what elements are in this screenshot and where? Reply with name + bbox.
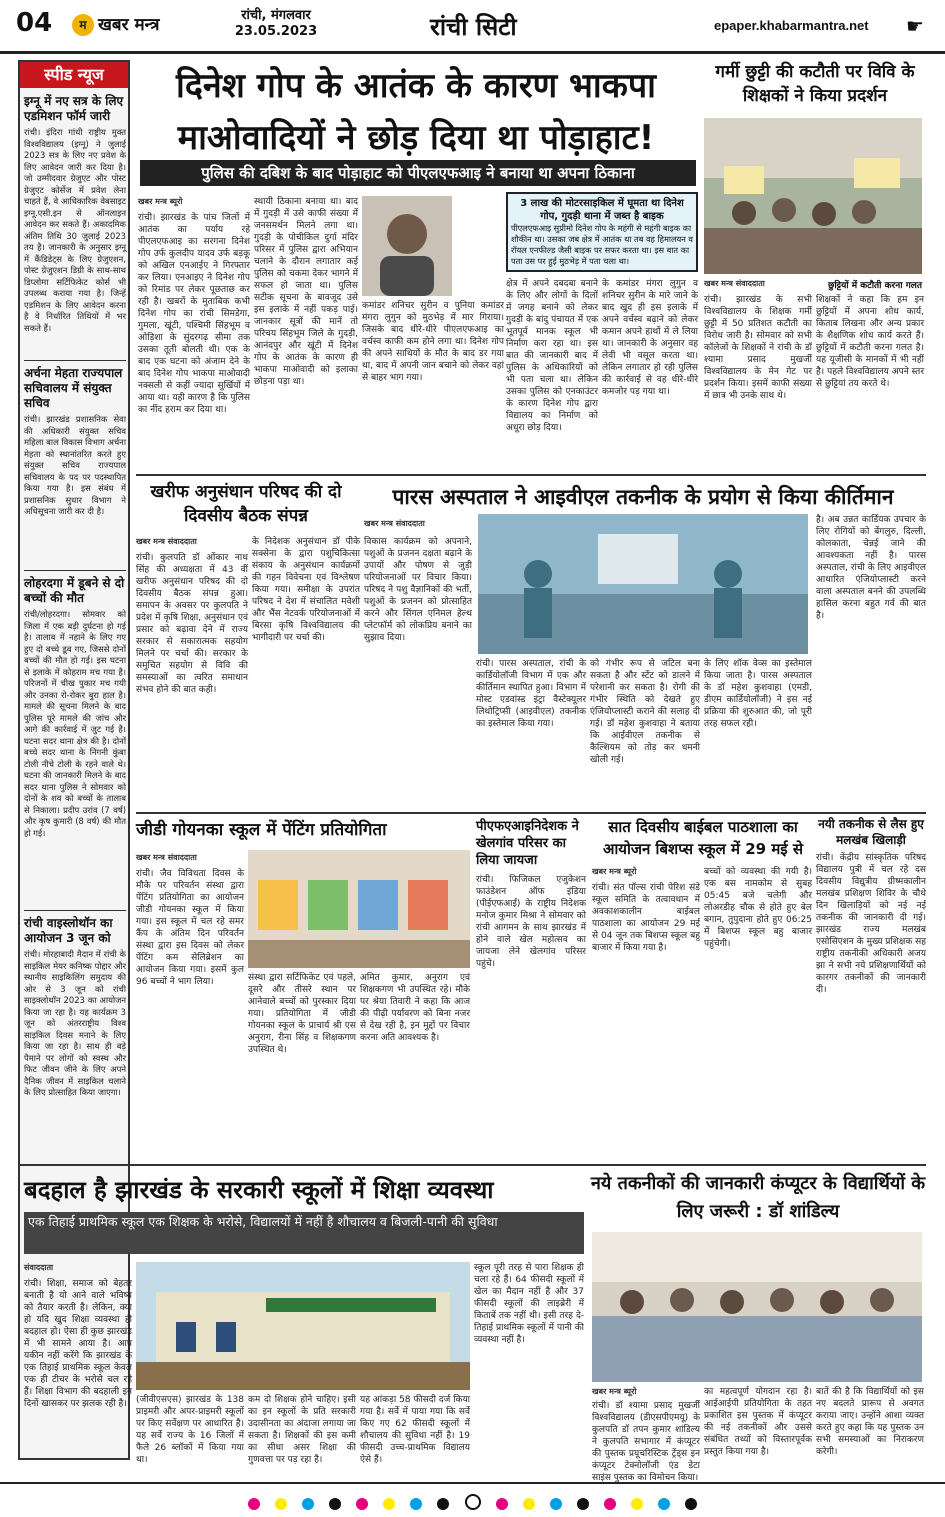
lead-col-2: स्थायी ठिकाना बनाया था। बाद में गुदड़ी में उसे काफी संख्या में जनसमर्थन मिलने लगा था। गुदड़ी के पोचीकिल दुर्गा मंदिर परिसर में पुलिस द्वारा अभियान चलाने के दौरान लगातार कई पुलिस को चकमा देकर भागने में सफल हो जाता था। पुलिस सटीक सूचना के बावजूद उसे इस इलाके में नहीं पकड़ पाई। जानकार सूत्रों की मानें तो परिचय सिंहभूम जिले के गुदड़ी, आनंदपुर और खूंटी में दिनेश गोप के आतंक के कारण ही भाकपा माओवादी को इलाका छोड़ना पड़ा था। — [254, 197, 358, 387]
sidebar-item-body: रांची। झारखंड प्रशासनिक सेवा की अधिकारी संयुक्त सचिव महिला बाल विकास विभाग अर्चना मेहता को स्थानांतरित करते हुए संयुक्त सचिव राज्यपाल सचिवालय के पद पर पदस्थापित किया गया है। इस संबंध में प्रशासनिक सुधार विभाग ने अधिसूचना जारी कर दी है। — [24, 414, 126, 516]
lead-headline-line1: दिनेश गोप के आतंक के कारण भाकपा — [176, 66, 656, 106]
badhal-col-3: कम दो शिक्षक होने चाहिए। इसी का इन स्कूलों के प्रति सरकारी उदासीनता का अंदाजा लगाया जा सकता है। शिक्षकों की इस कमी का सीधा असर शिक्षा की गुणवत्ता पर पड़ रहा है। — [248, 1395, 356, 1465]
sidebar-item — [24, 576, 126, 919]
byline: खबर मन्त्र संवाददाता — [704, 279, 765, 288]
paras-col-1: रांची। पारस अस्पताल, रांची के कार्डियोलॉजी विभाग में एक और कीर्तिमान स्थापित हुआ। विभाग में मोस्ट एडवांस्ड इंट्रा वैस्टेक्यूलर लिथोट्रिप्सी (आइवीएल) तकनीक का इस्तेमाल किया गया। — [476, 659, 586, 729]
magenta-dot-icon — [356, 1498, 368, 1510]
paras-col-2: को गंभीर रूप से जटिल बना सकता है और स्टेंट को डालने में परेशानी कर सकता है। रोगी की गंभीर स्थिति को देखते हुए एंजियोप्लास्टी कराने की सलाह दी गई। डॉ महेश कुशवाहा ने बताया कि आईवीएल तकनीक से कैल्शियम को तोड़ कर धमनी खोली गई। — [590, 659, 700, 765]
protest-headline: गर्मी छुट्टी की कटौती पर विवि के शिक्षकों ने किया प्रदर्शन — [715, 62, 915, 106]
pointer-hand-icon: ☛ — [906, 14, 924, 38]
lead-subhead: पुलिस की दबिश के बाद पोड़ाहाट को पीएलएफआइ ने बनाया था अपना ठिकाना — [140, 160, 696, 186]
goenka-col-2: संस्था द्वारा सर्टिफिकेट एवं पहले, दूसरे और तीसरे स्थान पर आनेवाले बच्चों को पुरस्कार दिया गया। प्रतियोगिता में जीडी गोयनका स्कूल के प्राचार्य श्री एस अनुराग, रीना सिंह व शिक्षकगण उपस्थित थे। — [248, 973, 356, 1055]
brand-logo-icon: म — [72, 14, 94, 36]
sidebar-item-title: लोहरदगा में डूबने से दो बच्चों की मौत — [24, 576, 125, 605]
cyan-dot-icon — [302, 1498, 314, 1510]
badhal-col-5: स्कूल पूरी तरह से पारा शिक्षक ही चला रहे हैं। 64 फीसदी स्कूलों में खेल का मैदान नहीं है और 37 फीसदी स्कूलों की लाइब्रेरी में किताबें तक नहीं थी। इसी तरह दे-तिहाई प्राथमिक स्कूलों में पानी की व्यवस्था नहीं है। — [474, 1263, 584, 1345]
divider — [24, 910, 126, 911]
sandilya-col-3: बातें की है कि विद्यार्थियों को इस नए बदलते प्रारूप से अवगत कराया जाए। उन्होंने आशा व्यक्त करते हुए कहा कि यह पुस्तक उन सभी समस्याओं का निराकरण करेगी। — [816, 1387, 924, 1457]
sidebar-item-body: रांची। मोरहाबादी मैदान में रांची के साइकिल मेयर कनिष्क पोद्दार और स्थानीय साइकिलिंग समुदाय की ओर से 3 जून को रांची साइक्लोथॉन 2023 का आयोजन किया जा रहा है। यह कार्यक्रम 3 जून को अंतरराष्ट्रीय विश्व साइकिल दिवस मनाने के लिए किया जा रहा है। साथ ही बड़े पैमाने पर लोगों को स्वस्थ और फिट जीवन जीने के लिए अपने दैनिक जीवन में साइकिल चलाने के लिए प्रोत्साहित किया जाएगा। — [24, 949, 126, 1097]
protest-col-1: रांची। झारखंड के सभी विश्वविद्यालय के शिक्षक गर्मी छुट्टी में 50 प्रतिशत कटौती का विरोध जारी है। सोमवार को सभी कॉलेजों के शिक्षकों ने रांची के डॉ श्यामा प्रसाद मुखर्जी विश्वविद्यालय के मेन गेट पर प्रदर्शन किया। इसमें काफी संख्या में छात्र भी उनके साथ थे। — [704, 295, 812, 401]
cyan-dot-icon — [658, 1498, 670, 1510]
black-dot-icon — [437, 1498, 449, 1510]
badhal-col-2: (जीवीएसएस) झारखंड के 138 प्राइमरी और अपर-प्राइमरी स्कूलों पर किए सर्वेक्षण पर आधारित है। यह सर्वे राज्य के 16 जिलों में फैले 26 ब्लॉकों में किया गया था। — [136, 1395, 244, 1465]
school-building-icon — [136, 1262, 470, 1390]
issue-date: 23.05.2023 — [234, 24, 318, 39]
lead-col-6: के कमांडर मंगरा लुगुन व शनिचर सुरीन के मारे जाने के बाद खुद ही इस इलाके में अपने वर्चस्व बढ़ाने को लेकर कमान अपने हाथों में ले लिया था। जानकारी के अनुसार वह लेवी भी वसूल करता था। लेकिन लगातार हो रही पुलिस की कार्रवाई से वह धीरे-धीरे कमजोर पड़ गया था। — [602, 279, 698, 397]
section-divider — [136, 474, 926, 476]
goenka-col-1: रांची। जैव विविधता दिवस के मौके पर परिवर्तन संस्था द्वारा पेंटिंग प्रतियोगिता का आयोजन जीडी गोयनका स्कूल में किया गया। इस स्कूल में चल रहे समर कैंप के अंतिम दिन परिवर्तन संस्था द्वारा इस दिवस को लेकर पेंटिंग कम सेलिब्रेशन का आयोजन किया गया। इसमें कुल 96 बच्चों ने भाग लिया। — [136, 869, 244, 987]
sidebar-item-body: रांची। इंदिरा गांधी राष्ट्रीय मुक्त विश्वविद्यालय (इग्नू) ने जुलाई 2023 सत्र के लिए नए प्रवेश के लिए आवेदन जारी कर दिया है। जो उम्मीदवार ग्रेजुएट और पोस्ट ग्रेजुएट कोर्सेज में प्रवेश लेना चाहते हैं, वे आधिकारिक वेबसाइट इग्नू.एसी.इन से ऑनलाइन आवेदन कर सकते हैं। अकादमिक अंतिम तिथि 30 जुलाई 2023 तय है। जानकारी के अनुसार इग्नू में कैंडिडेट्स के लिए ग्रेजुएशन, पोस्ट ग्रेजुएशन डिग्री के साथ-साथ डिप्लोमा सर्टिफिकेट कोर्स भी उपलब्ध कराया गया है। जिन्हें एडमिशन के लिए आवेदन करना है वे निर्धारित तिथियों में भर सकते हैं। — [24, 127, 126, 333]
magenta-dot-icon — [496, 1498, 508, 1510]
yellow-dot-icon — [631, 1498, 643, 1510]
goenka-headline: जीडी गोयनका स्कूल में पेंटिंग प्रतियोगिता — [136, 820, 387, 840]
lead-headline-line2: माओवादियों ने छोड़ दिया था पोड़ाहाट! — [177, 118, 655, 158]
bible-col-1: रांची। संत पॉल्स रांची पेरिश संडे स्कूल समिति के तत्वावधान में अवकाशकालीन बाईबल पाठशाला का आयोजन 29 मई से 04 जून तक बिशप्स स्कूल बहु बाजार में किया गया है। — [592, 883, 700, 953]
kharif-headline: खरीफ अनुसंधान परिषद की दो दिवसीय बैठक संपन्न — [150, 482, 342, 526]
sandilya-headline: नये तकनीकों की जानकारी कंप्यूटर के विद्यार्थियों के लिए जरूरी : डॉ शांडिल्य — [590, 1173, 926, 1222]
divider — [24, 570, 126, 571]
malkhamb-col-1: रांची। केंद्रीय सांस्कृतिक परिषद विद्यालय पुत्री में चल रहे दस दिवसीय विद्युत्रीय ग्रीष्मकालीन मलखंब प्रशिक्षण शिविर के चौथे दिन खिलाड़ियों को नई नई तकनीक की जानकारी दी गई। झारखंड राज्य मलखंब एसोसिएशन के मुख्य प्रशिक्षक सह राष्ट्रीय तकनीकी अधिकारी अजय झा ने सभी नये प्रशिक्षणार्थियों को कारगर तकनीकों की जानकारी दी। — [816, 853, 926, 995]
page-number: 04 — [16, 8, 53, 38]
city-day: रांची, मंगलवार — [241, 8, 311, 23]
bible-headline: सात दिवसीय बाईबल पाठशाला का आयोजन बिशप्स स्कूल में 29 मई से — [602, 818, 804, 858]
badhal-col-1: रांची। शिक्षा, समाज को बेहतर बनाती है यो आने वाले भविष्य को तैयार करती है। लेकिन, क्या हो यदि खुद शिक्षा व्यवस्था ही बदहाल हो। ऐसा ही कुछ झारखंड में भी सामने आया है। आप यकीन नहीं करेंगे कि झारखंड के एक तिहाई प्राथमिक स्कूल केवल एक ही टीचर के भरोसे चल रहे हैं। शिक्षा विभाग की बदहाली इन दिनों खासकर पर झलक रही है। — [24, 1279, 132, 1409]
dateline — [234, 8, 318, 40]
paras-headline: पारस अस्पताल ने आइवीएल तकनीक के प्रयोग से किया कीर्तिमान — [392, 485, 894, 509]
operating-room-icon — [478, 514, 808, 654]
goenka-col-3: अमित कुमार, अनुराग एवं शिक्षकगण भी उपस्थित रहे। मौके पर श्रेया तिवारी ने कहा कि आज की पीढ़ी पर्यावरण को बिना नजर से देख रही है, इन मुद्दों पर विचार करना अति आवश्यक है। — [360, 973, 470, 1043]
yellow-dot-icon — [383, 1498, 395, 1510]
book-launch-group-icon — [592, 1232, 922, 1382]
kharif-col-1: रांची। कुलपति डॉ ओंकार नाथ सिंह की अध्यक्षता में 43 वीं खरीफ अनुसंधान परिषद की दो दिवसीय बैठक संपन्न हुआ। समापन के अवसर पर कुलपति ने प्रदेश में कृषि शिक्षा, अनुसंधान एवं प्रसार को बढ़ावा देने में राज्य सरकार से सकारात्मक सहयोग मिलने पर चर्चा की। सरकार के समुचित सहयोग से विवि की समस्याओं का त्वरित समाधान संभव होने की बात कही। — [136, 553, 248, 695]
bible-col-2: बच्चों को व्यवस्था की गयी है। एक बस नामकोम से सुबह 05:45 बजे चलेगी और लोअरडीह चौक से होते हुए बेल बगान, तुपुदाना होते हुए 06:25 में बिशप्स स्कूल बहु बाजार पहुंचेगी। — [704, 867, 812, 949]
byline: खबर मन्त्र संवाददाता — [364, 519, 425, 528]
cyan-dot-icon — [410, 1498, 422, 1510]
paras-col-5: है। अब उन्नत कार्डियक उपचार के लिए रोगियों को बेंगलुरु, दिल्ली, कोलकाता, चेन्नई जाने की आवश्यकता नहीं है। पारस अस्पताल, रांची के लिए आइवीएल आधारित एंजियोप्लास्टी करने वाला अस्पताल बनने की उपलब्धि हासिल करना बहुत गर्व की बात है। — [816, 515, 926, 621]
epaper-link[interactable]: epaper.khabarmantra.net — [714, 18, 869, 33]
sidebar-item — [24, 366, 126, 562]
badhal-headline: बदहाल है झारखंड के सरकारी स्कूलों में शिक्षा व्यवस्था — [24, 1176, 494, 1204]
magenta-dot-icon — [604, 1498, 616, 1510]
person-portrait-icon — [362, 196, 452, 296]
yellow-dot-icon — [275, 1498, 287, 1510]
badhal-col-4: यह आंकड़ा 58 फीसदी दर्ज किया गया है। सर्वे में पाया गया कि सर्वे किए गए 62 फीसदी स्कूलों में शौचालय की सुविधा नहीं है। 19 फीसदी उच्च-प्राथमिक विद्यालय ऐसे हैं। — [360, 1395, 470, 1465]
protest-col-2: शिक्षकों ने कहा कि हम इन छुट्टियों में अपना शोध कार्य, किताब लिखना और अन्य प्रकार के शैक्षणिक शोध कार्य करते हैं। छुट्टियों में कटौती करना गलत है। यह यूजीसी के मानकों में भी नहीं है। पहले विश्वविद्यालय अपने स्तर से छुट्टियां तय करते थे। — [816, 295, 924, 389]
byline: खबर मन्त्र ब्यूरो — [138, 197, 183, 206]
badhal-subhead: एक तिहाई प्राथमिक स्कूल एक शिक्षक के भरोसे, विद्यालयों में नहीं है शौचालय व बिजली-पानी की सुविधा — [24, 1212, 584, 1254]
school-photo — [136, 1262, 470, 1390]
byline: खबर मन्त्र संवाददाता — [136, 853, 197, 862]
yellow-dot-icon — [523, 1498, 535, 1510]
kharif-col-2: के निदेशक अनुसंधान डॉ पीके सक्सेना के द्वारा पशुचिकित्सा संकाय के अनुसंधान कार्यक्रमों की गहन विवेचना एवं विश्लेषण किया गया। समीक्षा के उपरांत परिषद ने देश में संचालित मवेशी और भैंस नेटवर्क परियोजनाओं में बिरसा कृषि विश्वविद्यालय की भागीदारी पर चर्चा की। — [252, 537, 360, 643]
students-paintings-icon — [248, 850, 470, 968]
paras-col-3: के लिए शॉक वेव्स का इस्तेमाल किया जाता है। पारस अस्पताल के डॉ महेश कुशवाहा (एमडी, डीएम कार्डियोलॉजी) ने इस नई प्रक्रिया की शुरुआत की, जो पूरी तरह सफल रही। — [704, 659, 812, 729]
cyan-dot-icon — [550, 1498, 562, 1510]
sandilya-col-1: रांची। डॉ श्यामा प्रसाद मुखर्जी विश्वविद्यालय (डीएसपीएमयू) के कुलपति डॉ तपन कुमार शांडिल्य ने कुलपति सभागार में कंप्यूटर की पुस्तक प्रयूचरिस्टिक ट्रेंड्स इन कंप्यूटर टेक्नोलॉजी एंड डेटा साइंस पुस्तक का विमोचन किया। — [592, 1401, 700, 1483]
section-title: रांची सिटी — [430, 13, 517, 41]
portrait-photo — [362, 196, 452, 296]
black-dot-icon — [329, 1498, 341, 1510]
pflai-headline: पीएफएआइनिदेशक ने खेलगांव परिसर का लिया जायजा — [476, 819, 579, 868]
sandilya-col-2: का महत्वपूर्ण योगदान रहा है। आईआईपी प्रतियोगिता के तहत प्रकाशित इस पुस्तक में कंप्यूटर की नई तकनीकों और उससे संबंधित तथ्यों को विस्तारपूर्वक प्रस्तुत किया गया है। — [704, 1387, 812, 1457]
protest-photo — [704, 118, 922, 274]
lead-col-1: रांची। झारखंड के पांच जिलों में आतंक का पर्याय रहे पीएलएफआइ का सरगना दिनेश गोप उर्फ कुलदीप यादव उर्फ बड़कू को अखिल एनआईए ने गिरफ्तार कर लिया। एनआइए ने दिनेश गोप को रिमांड पर लेकर पूछताछ कर रही है। खबरों के मुताबिक कभी दिनेश गोप का रांची सिमडेगा, गुमला, खूंटी, पश्चिमी सिंहभूम व ओड़िशा के सुंदरगढ़ सीमा तक उसका तूती बोलती थी। एक के बाद एक घटना को अंजाम देने के बाद दिनेश गोप भाकपा माओवादी नक्सली से कहीं ज्यादा सुर्खियों में आया था। यही कारण है कि पुलिस का नींद हराम कर दिया था। — [138, 213, 250, 415]
sidebar-item-title: अर्चना मेहता राज्यपाल सचिवालय में संयुक्त सचिव — [24, 366, 123, 410]
black-dot-icon — [577, 1498, 589, 1510]
painting-photo — [248, 850, 470, 968]
photo-caption: छुट्टियों में कटौती करना गलत — [828, 281, 922, 291]
byline: खबर मन्त्र ब्यूरो — [592, 867, 637, 876]
hospital-photo — [478, 514, 808, 654]
motorcycle-info-box — [506, 192, 698, 272]
brand-name: खबर मन्त्र — [98, 15, 160, 35]
magenta-dot-icon — [248, 1498, 260, 1510]
speed-news-tag: स्पीड न्यूज — [20, 62, 128, 88]
info-box-title: 3 लाख की मोटरसाइकिल में घूमता था दिनेश गोप, गुदड़ी थाना में जब्त है बाइक — [520, 198, 684, 222]
pflai-col-1: रांची। फिजिकल एजुकेशन फाउंडेशन ऑफ इंडिया (पीईएफआई) के राष्ट्रीय निदेशक मनोज कुमार मिश्रा ने सोमवार को रांची आगमन के साथ झारखंड में होने वाले खेल महोत्सव का जायजा लेने खेलगांव परिसर पहुंचे। — [476, 875, 586, 969]
kharif-col-3: विकास कार्यक्रम को अपनाने, पशुओं के प्रजनन दक्षता बढ़ाने के उपायों और पोषण से जुड़ी परियोजनाओं पर विचार किया। परिषद ने पशु वैज्ञानिकों की भर्ती, पशुओं के प्रजनन को प्रोत्साहित करने और सिंगल एनिमल हेल्थ प्लेटफॉर्म को लोकप्रिय बनाने का सुझाव दिया। — [364, 537, 472, 643]
byline: खबर मन्त्र संवाददाता — [136, 537, 197, 546]
book-launch-photo — [592, 1232, 922, 1382]
sidebar-item-title: इग्नू में नए सत्र के लिए एडमिशन फॉर्म जारी — [24, 94, 124, 123]
sidebar-item-title: रांची वाइस्लोथॉन का आयोजन 3 जून को — [24, 916, 113, 945]
info-box-text: पीएलएफआइ सुप्रीमो दिनेश गोप के महंगी से महंगी बाइक का शौकीन था। उसका जब क्षेत्र में आतंक था तब वह हिमालयन व रॉयल एनफील्ड जैसी बाइक पर सफर करता था। इस बात का पता उस पर हुई मुठभेड़ में पता चला था। — [511, 223, 693, 266]
sidebar-item-body: रांची/लोहरदगा। सोमवार को जिला में एक बड़ी दुर्घटना हो गई है। तालाब में नहाने के लिए गए हुए दो बच्चे डूब गए, जिससे दोनों बच्चों की मौत हो गई। इस घटना से इलाके में कोहराम मच गया है। परिजनों में चीख पुकार मच गयी और उनका रो-रोकर बुरा हाल है। मामले की सूचना मिलने के बाद पुलिस पूरे मामले की जांच और आगे की कार्रवाई में जुट गई है। घटना सदर थाना क्षेत्र की है। दोनों बच्चे सदर थाना के निंगनी कुंबा टोली नीचे टोली के रहने वाले थे। घटना की जानकारी मिलने के बाद सदर थाना पुलिस ने सोमवार को दोनों के शव को बच्चों के तालाब से निकाला। प्रदीप उरांव (7 वर्ष) और कृष कुमारी (8 वर्ष) की मौत हो गई। — [24, 609, 126, 838]
divider — [24, 360, 126, 361]
section-divider — [136, 812, 926, 814]
section-divider — [18, 1164, 926, 1166]
lead-col-3: कमांडर शनिचर सुरीन व पुनिया कमांडर मंगरा लुगुन को मुठभेड़ में मार गिराया। जिसके बाद धीरे-धीरे पीएलएफआइ का वर्चस्व काफी कम होने लगा था। दिनेश गोप की अपने साथियों के मौत के बाद डर गया था, बाद में अपनी जान बचाने को लेकर वहां से बाहर भाग गया। — [362, 301, 504, 383]
black-dot-icon — [685, 1498, 697, 1510]
sidebar-item — [24, 94, 126, 377]
page-header — [0, 0, 945, 54]
byline: संवाददाता — [24, 1263, 54, 1272]
protest-crowd-icon — [704, 118, 922, 274]
registration-marks — [20, 1494, 925, 1508]
crosshair-icon — [465, 1494, 481, 1510]
lead-headline — [136, 60, 696, 160]
print-registration-footer — [0, 1482, 945, 1517]
byline: खबर मन्त्र ब्यूरो — [592, 1387, 637, 1396]
lead-col-5: क्षेत्र में अपने दबदबा बनाने के लिए और लोगों के दिलों में जगह बनाने को लेकर गुदड़ी के बांदु पंचायत में एक भूतपूर्व मानक स्कूल भी निर्माण करा रहा था। इस बात की जानकारी बाद में पुलिस के अधिकारियों को भी पता चला था। लेकिन उसका पुलिस को एनकाउंटर के कारण दिनेश गोप द्वारा विद्यालय का निर्माण को अधूरा छोड़ दिया। — [506, 279, 598, 433]
malkhamb-headline: नयी तकनीक से लैस हुए मलखंब खिलाड़ी — [818, 817, 924, 847]
